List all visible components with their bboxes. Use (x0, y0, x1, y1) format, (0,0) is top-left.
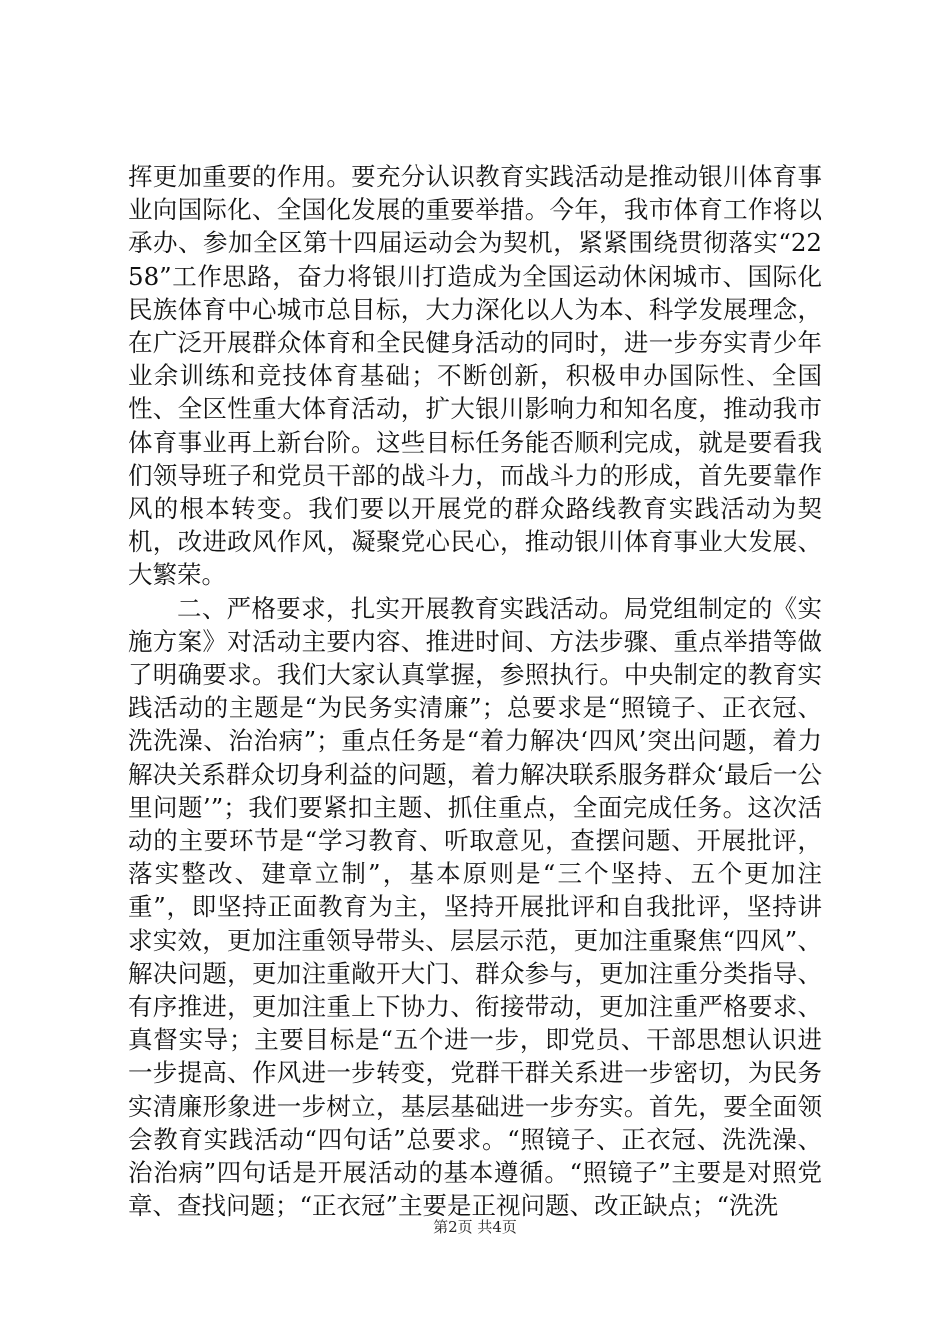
paragraph-2: 二、严格要求，扎实开展教育实践活动。局党组制定的《实施方案》对活动主要内容、推进时间、方法步骤、重点举措等做了明确要求。我们大家认真掌握，参照执行。中央制定的教育实践活动的主题是“为民务实清廉”；总要求是“照镜子、正衣冠、洗洗澡、治治病”；重点任务是“着力解决‘四风’突出问题，着力解决关系群众切身利益的问题，着力解决联系服务群众‘最后一公里问题’”；我们要紧扣主题、抓住重点，全面完成任务。这次活动的主要环节是“学习教育、听取意见，查摆问题、开展批评，落实整改、建章立制”，基本原则是“三个坚持、五个更加注重”，即坚持正面教育为主，坚持开展批评和自我批评，坚持讲求实效，更加注重领导带头、层层示范，更加注重聚焦“四风”、解决问题，更加注重敞开大门、群众参与，更加注重分类指导、有序推进，更加注重上下协力、衔接带动，更加注重严格要求、真督实导；主要目标是“五个进一步，即党员、干部思想认识进一步提高、作风进一步转变，党群干群关系进一步密切，为民务实清廉形象进一步树立，基层基础进一步夯实。首先，要全面领会教育实践活动“四句话”总要求。“照镜子、正衣冠、洗洗澡、治治病”四句话是开展活动的基本遵循。“照镜子”主要是对照党章、查找问题；“正衣冠”主要是正视问题、改正缺点；“洗洗 (128, 593, 822, 1221)
paragraph-1: 挥更加重要的作用。要充分认识教育实践活动是推动银川体育事业向国际化、全国化发展的重要举措。今年，我市体育工作将以承办、参加全区第十四届运动会为契机，紧紧围绕贯彻落实“2258”工作思路，奋力将银川打造成为全国运动休闲城市、国际化民族体育中心城市总目标，大力深化以人为本、科学发展理念，在广泛开展群众体育和全民健身活动的同时，进一步夯实青少年业余训练和竞技体育基础；不断创新，积极申办国际性、全国性、全区性重大体育活动，扩大银川影响力和知名度，推动我市体育事业再上新台阶。这些目标任务能否顺利完成，就是要看我们领导班子和党员干部的战斗力，而战斗力的形成，首先要靠作风的根本转变。我们要以开展党的群众路线教育实践活动为契机，改进政风作风，凝聚党心民心，推动银川体育事业大发展、大繁荣。 (128, 162, 822, 590)
page-footer: 第2页 共4页 (433, 1218, 517, 1236)
document-body (128, 160, 822, 1223)
